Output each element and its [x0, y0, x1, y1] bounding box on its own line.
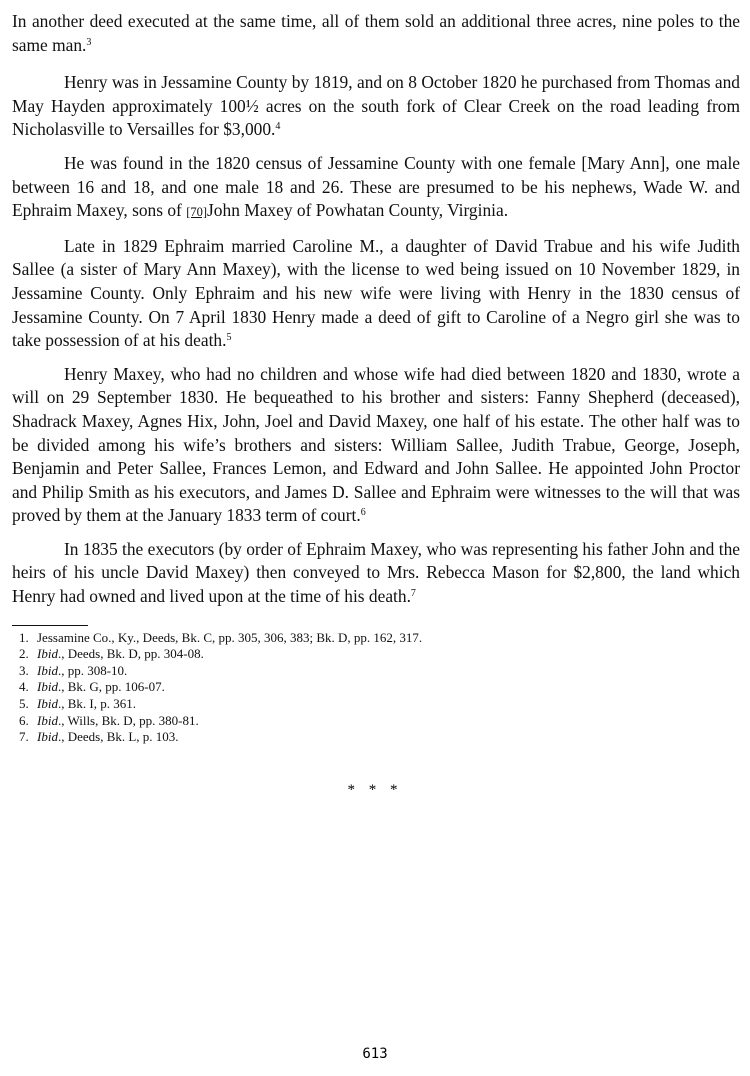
page-number: 613 — [362, 1046, 388, 1062]
paragraph-6: In 1835 the executors (by order of Ephraim Maxey, who was representing his father John and the heirs of his uncle David Maxey) then conveyed to Mrs. Rebecca Mason for $2,800, the land which Henry had owned and lived upon at the time of his death.$^7$ — [12, 538, 740, 607]
footnote-item: 3. Ibid., pp. 308-10. — [19, 662, 128, 678]
footnote-divider — [12, 625, 88, 626]
footnote-ref-4[interactable]: 4 — [275, 121, 281, 133]
footnote-item: 5. Ibid., Bk. I, p. 361. — [19, 696, 136, 712]
footnote-item: 6. Ibid., Wills, Bk. D, pp. 380-81. — [19, 712, 199, 728]
footnote-ref-6[interactable]: 6 — [360, 507, 366, 519]
paragraph-5: Henry Maxey, who had no children and whose wife had died between 1820 and 1830, wrote a will on 29 September 1830. He bequeathed to his brother and sisters: Fanny Shepherd (deceased), Shadrack Maxey, Agnes Hix, John, Joel and David Maxey, one half of his estate. The other half was to be divided among his wife’s brothers and sisters: William Sallee, Judith Trabue, George, Joseph, Benjamin and Peter Sallee, Frances Lemon, and Edward and John Sallee. He appointed John Proctor and Philip Smith as his executors, and James D. Sallee and Ephraim were witnesses to the will that was proved by them at the January 1833 term of court.$^6$ — [12, 363, 740, 526]
inline-reference-70[interactable]: [70] — [186, 205, 208, 220]
footnote-ref-5[interactable]: 5 — [226, 332, 232, 344]
footnote-item: 2. Ibid., Deeds, Bk. D, pp. 304-08. — [19, 646, 204, 662]
paragraph-2: Henry was in Jessamine County by 1819, and on 8 October 1820 he purchased from Thomas and May Hayden approximately 100½ acres on the south fork of Clear Creek on the road leading from Nicholasville to Versailles for $3,000.$^4$ — [12, 72, 740, 140]
footnote-ref-7[interactable]: 7 — [410, 588, 416, 600]
paragraph-1: In another deed executed at the same time, all of them sold an additional three acres, nine poles to the same man.$^3$ — [12, 11, 740, 55]
document-page — [12, 10, 740, 746]
section-separator: * * * — [347, 782, 403, 798]
footnote-item: 1. Jessamine Co., Ky., Deeds, Bk. C, pp. 305, 306, 383; Bk. D, pp. 162, 317. — [19, 629, 423, 645]
footnote-ref-3[interactable]: 3 — [86, 36, 92, 48]
footnotes-list — [12, 630, 740, 746]
paragraph-4: Late in 1829 Ephraim married Caroline M., a daughter of David Trabue and his wife Judith Sallee (a sister of Mary Ann Maxey), with the license to wed being issued on 10 November 1829, in Jessamine County. Only Ephraim and his new wife were living with Henry in the 1830 census of Jessamine County. On 7 April 1830 Henry made a deed of gift to Caroline of a Negro girl she was to take possession of at his death.$^5$ — [12, 235, 740, 351]
footnote-item: 4. Ibid., Bk. G, pp. 106-07. — [19, 679, 165, 695]
footnote-item: 7. Ibid., Deeds, Bk. L, p. 103. — [19, 729, 179, 745]
paragraph-3: He was found in the 1820 census of Jessamine County with one female [Mary Ann], one male between 16 and 18, and one male 18 and 26. These are presumed to be his nephews, Wade W. and Ephraim Maxey, sons of [70]John Maxey of Powhatan County, Virginia. — [12, 152, 740, 221]
